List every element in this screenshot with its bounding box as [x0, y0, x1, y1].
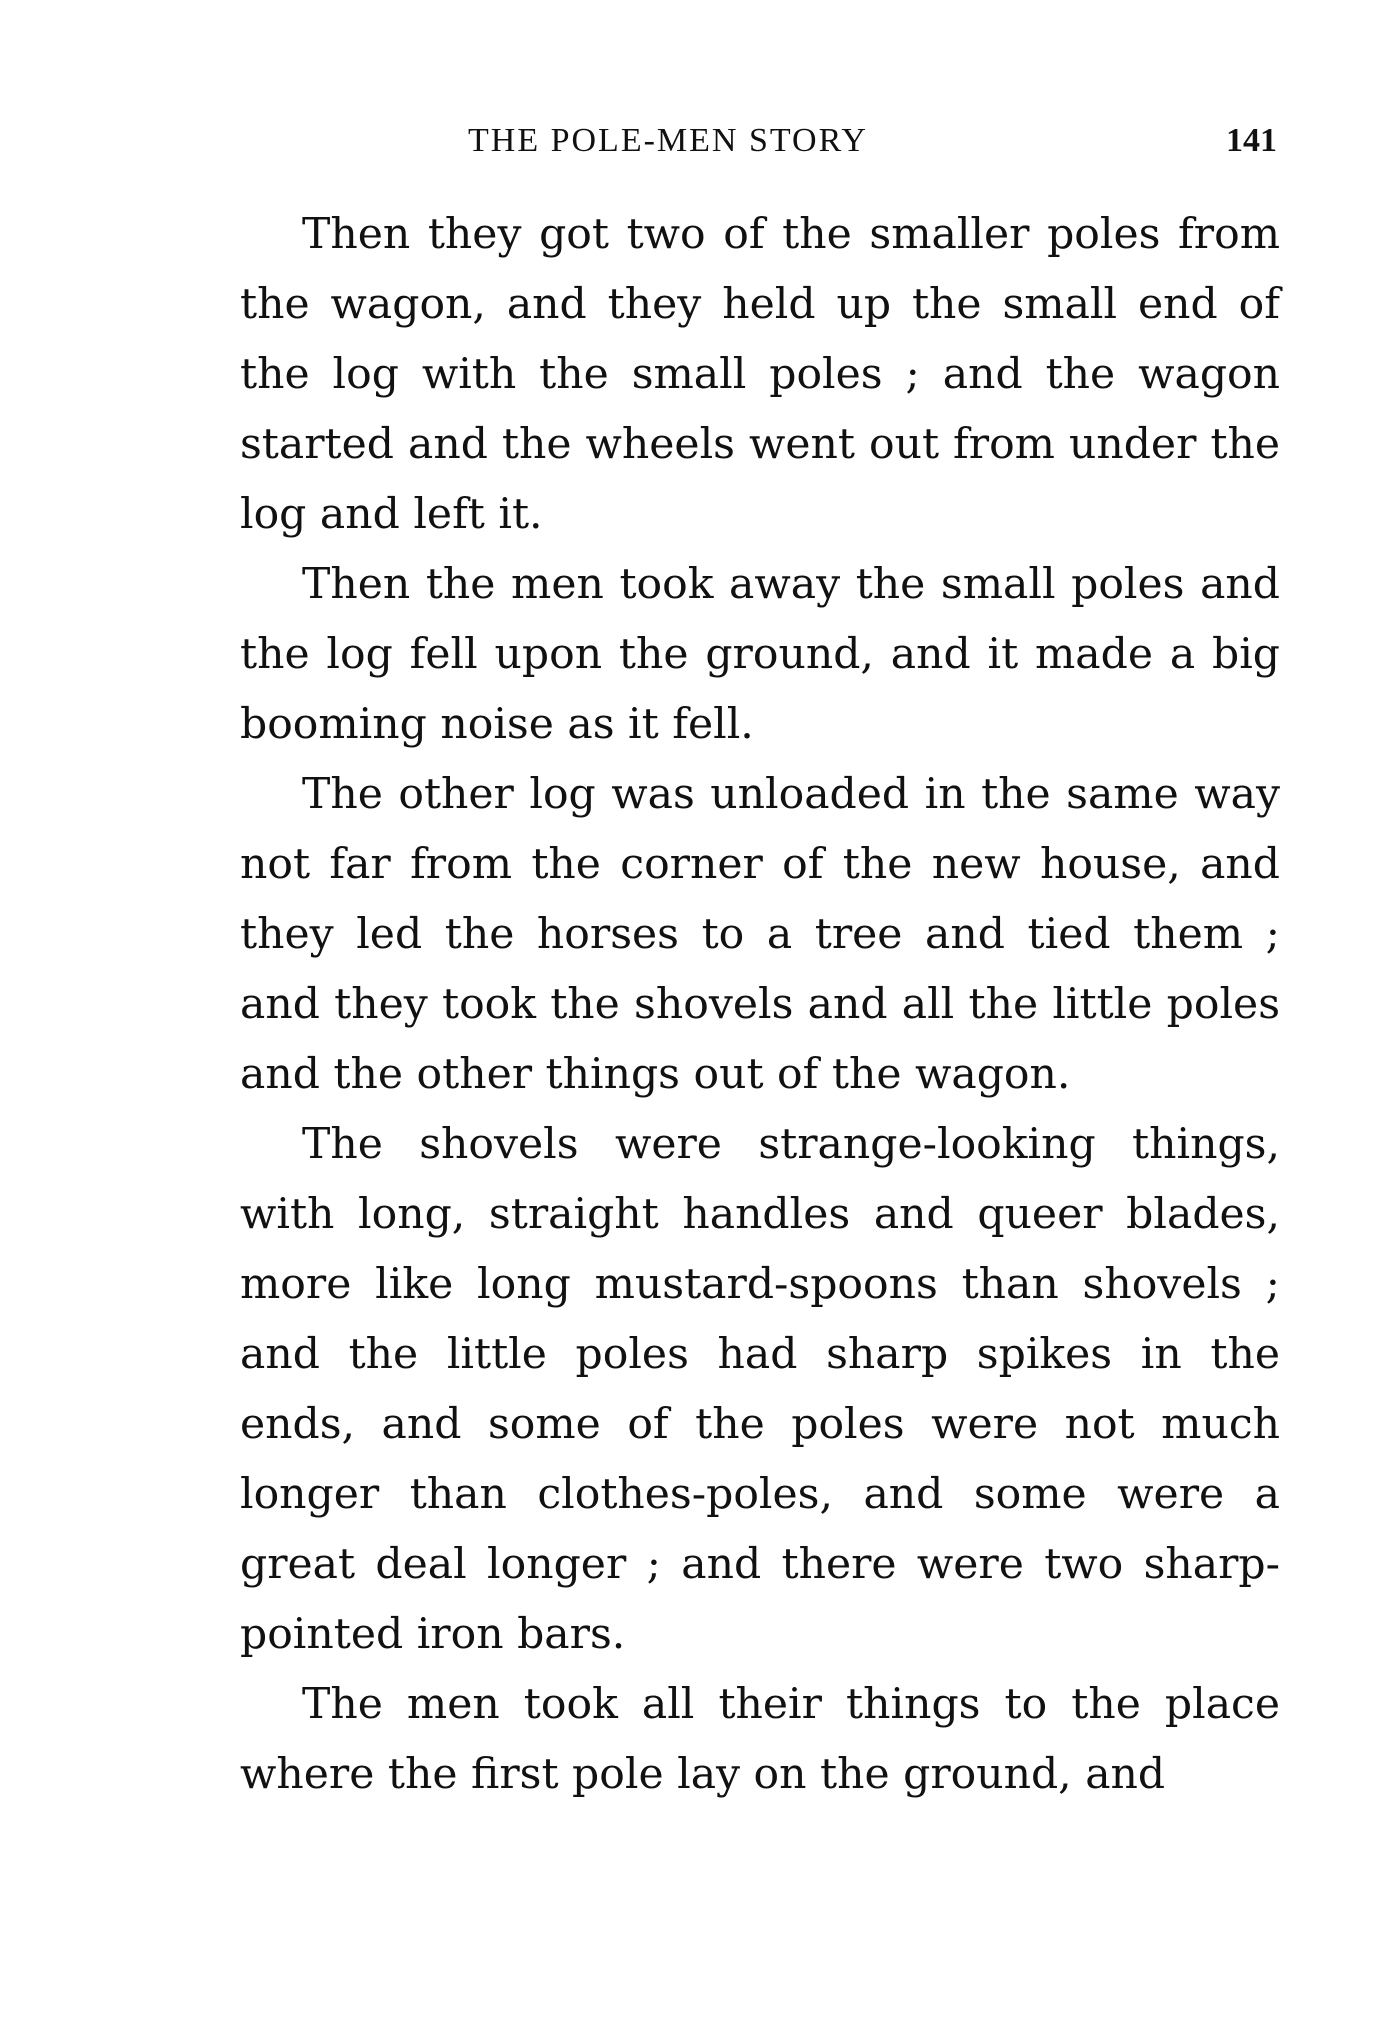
body-text: [240, 200, 1280, 1810]
running-title: THE POLE-MEN STORY: [468, 122, 868, 159]
paragraph: The shovels were strange-looking things, with long, straight handles and queer blades, more like long mustard-spoons than shovels ; and the little poles had sharp spikes in the ends, and some of the poles were not much longer than clothes-poles, and some were a great deal longer ; and there were two sharp-pointed iron bars.: [240, 1120, 1280, 1659]
paragraph: Then they got two of the smaller poles from the wagon, and they held up the small end of the log with the small poles ; and the wagon started and the wheels went out from under the log and left it.: [240, 210, 1280, 539]
paragraph: The men took all their things to the place where the first pole lay on the ground, and: [240, 1680, 1280, 1799]
paragraph: The other log was unloaded in the same way not far from the corner of the new house, and they led the horses to a tree and tied them ; and they took the shovels and all the little poles and the other things out of the wagon.: [240, 770, 1280, 1099]
page-number: 141: [1226, 122, 1277, 159]
running-head: [240, 122, 1285, 166]
paragraph: Then the men took away the small poles and the log fell upon the ground, and it made a big booming noise as it fell.: [240, 560, 1280, 749]
